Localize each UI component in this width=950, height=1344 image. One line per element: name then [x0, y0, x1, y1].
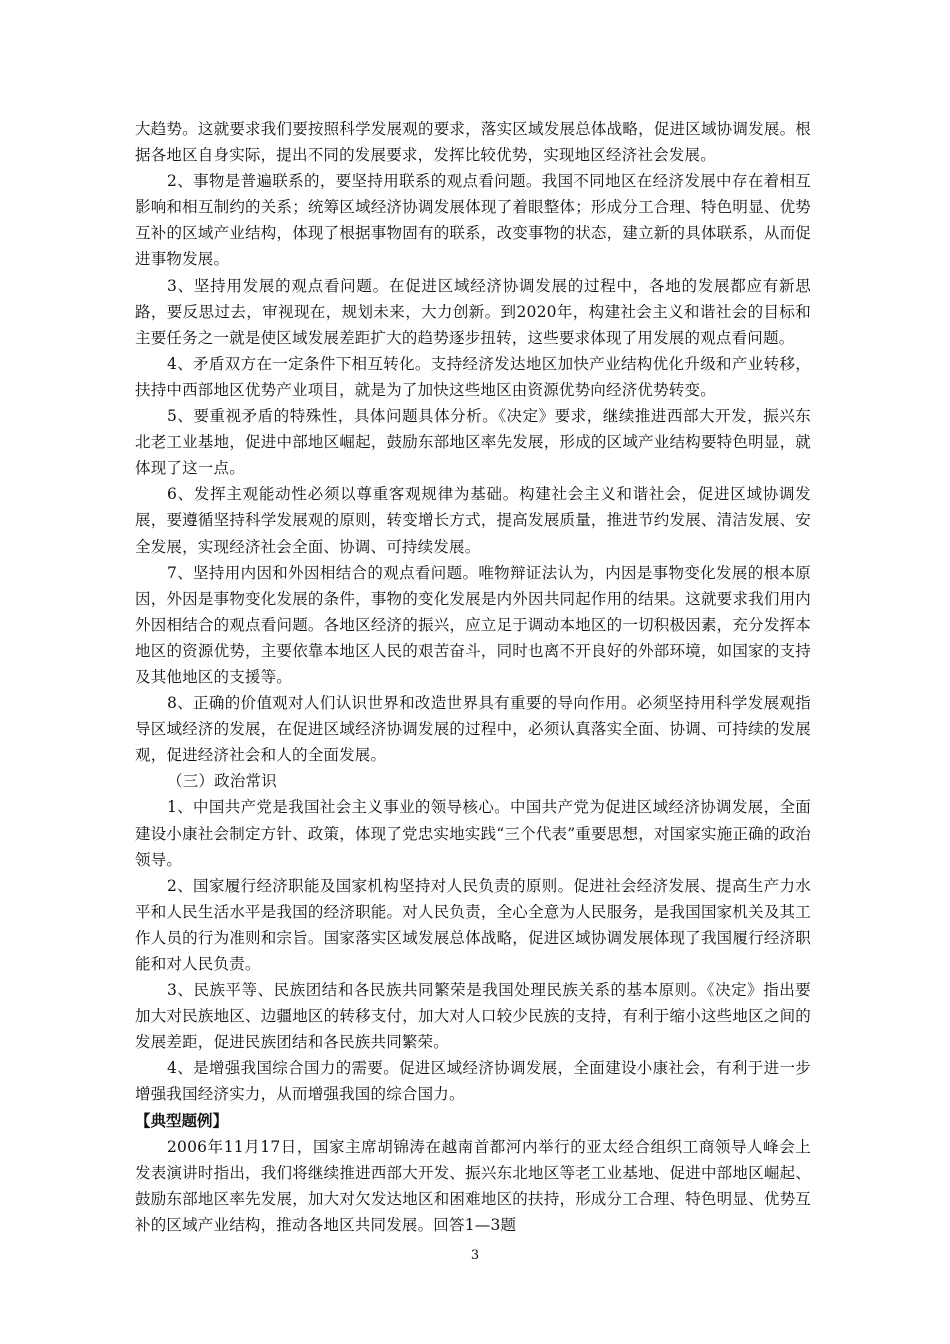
typical-examples-heading: 【典型题例】 [135, 1111, 229, 1130]
paragraph-point-6: 6、发挥主观能动性必须以尊重客观规律为基础。构建社会主义和谐社会，促进区域协调发展，要遵循坚持科学发展观的原则，转变增长方式，提高发展质量，推进节约发展、清洁发展、安全发展，实现经济社会全面、协调、可持续发展。 [135, 485, 811, 556]
paragraph-continuation: 大趋势。这就要求我们要按照科学发展观的要求，落实区域发展总体战略，促进区域协调发展。根据各地区自身实际，提出不同的发展要求，发挥比较优势，实现地区经济社会发展。 [135, 120, 811, 165]
document-body [135, 116, 811, 1238]
paragraph-point-7: 7、坚持用内因和外因相结合的观点看问题。唯物辩证法认为，内因是事物变化发展的根本原因，外因是事物变化发展的条件，事物的变化发展是内外因共同起作用的结果。这就要求我们用内外因相结合的观点看问题。各地区经济的振兴，应立足于调动本地区的一切积极因素，充分发挥本地区的资源优势，主要依靠本地区人民的艰苦奋斗，同时也离不开良好的外部环境，如国家的支持及其他地区的支援等。 [135, 563, 811, 686]
paragraph-example-intro: 2006年11月17日，国家主席胡锦涛在越南首都河内举行的亚太经合组织工商领导人峰会上发表演讲时指出，我们将继续推进西部大开发、振兴东北地区等老工业基地、促进中部地区崛起、鼓励东部地区率先发展，加大对欠发达地区和困难地区的扶持，形成分工合理、特色明显、优势互补的区域产业结构，推动各地区共同发展。回答1—3题 [135, 1137, 811, 1234]
page-number: 3 [470, 1248, 480, 1263]
paragraph-point-4: 4、矛盾双方在一定条件下相互转化。支持经济发达地区加快产业结构优化升级和产业转移，扶持中西部地区优势产业项目，就是为了加快这些地区由资源优势向经济优势转变。 [135, 354, 811, 399]
paragraph-point-5: 5、要重视矛盾的特殊性，具体问题具体分析。《决定》要求，继续推进西部大开发，振兴东北老工业基地，促进中部地区崛起，鼓励东部地区率先发展，形成的区域产业结构要特色明显，就体现了这一点。 [135, 407, 811, 478]
paragraph-politics-2: 2、国家履行经济职能及国家机构坚持对人民负责的原则。促进社会经济发展、提高生产力水平和人民生活水平是我国的经济职能。对人民负责，全心全意为人民服务，是我国国家机关及其工作人员的行为准则和宗旨。国家落实区域发展总体战略，促进区域协调发展体现了我国履行经济职能和对人民负责。 [135, 876, 811, 973]
paragraph-politics-3: 3、民族平等、民族团结和各民族共同繁荣是我国处理民族关系的基本原则。《决定》指出要加大对民族地区、边疆地区的转移支付，加大对人口较少民族的支持，有利于缩小这些地区之间的发展差距，促进民族团结和各民族共同繁荣。 [135, 981, 811, 1052]
paragraph-point-2: 2、事物是普遍联系的，要坚持用联系的观点看问题。我国不同地区在经济发展中存在着相互影响和相互制约的关系；统筹区域经济协调发展体现了着眼整体；形成分工合理、特色明显、优势互补的区域产业结构，体现了根据事物固有的联系，改变事物的状态，建立新的具体联系，从而促进事物发展。 [135, 172, 811, 269]
paragraph-point-8: 8、正确的价值观对人们认识世界和改造世界具有重要的导向作用。必须坚持用科学发展观指导区域经济的发展，在促进区域经济协调发展的过程中，必须认真落实全面、协调、可持续的发展观，促进经济社会和人的全面发展。 [135, 694, 811, 765]
section-heading-politics: （三）政治常识 [167, 772, 277, 791]
paragraph-politics-4: 4、是增强我国综合国力的需要。促进区域经济协调发展，全面建设小康社会，有利于进一步增强我国经济实力，从而增强我国的综合国力。 [135, 1059, 811, 1104]
paragraph-politics-1: 1、中国共产党是我国社会主义事业的领导核心。中国共产党为促进区域经济协调发展，全面建设小康社会制定方针、政策，体现了党忠实地实践“三个代表”重要思想，对国家实施正确的政治领导。 [135, 798, 811, 869]
paragraph-point-3: 3、坚持用发展的观点看问题。在促进区域经济协调发展的过程中，各地的发展都应有新思路，要反思过去，审视现在，规划未来，大力创新。到2020年，构建社会主义和谐社会的目标和主要任务之一就是使区域发展差距扩大的趋势逐步扭转，这些要求体现了用发展的观点看问题。 [135, 276, 811, 347]
